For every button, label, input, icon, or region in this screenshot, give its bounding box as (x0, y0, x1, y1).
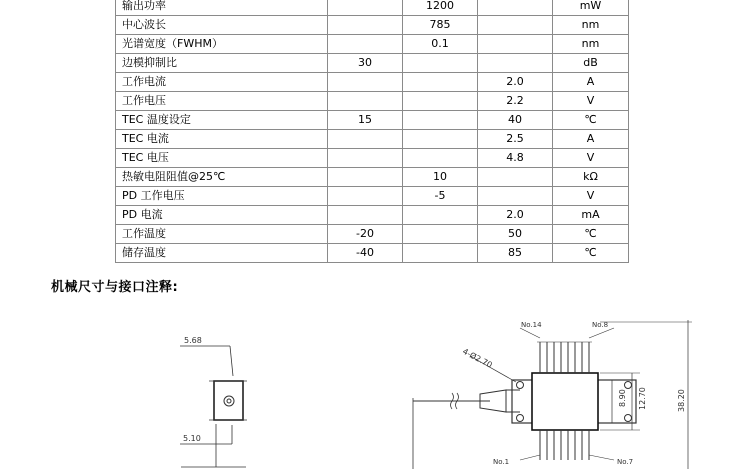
unit-cell: dB (553, 54, 629, 73)
max-cell: 2.2 (478, 92, 553, 111)
param-cell: PD 电流 (116, 206, 328, 225)
typ-cell: 0.1 (403, 35, 478, 54)
min-cell: -40 (328, 244, 403, 263)
param-cell: 储存温度 (116, 244, 328, 263)
max-cell: 2.0 (478, 73, 553, 92)
unit-cell: ℃ (553, 244, 629, 263)
unit-cell: ℃ (553, 111, 629, 130)
unit-cell: V (553, 187, 629, 206)
unit-cell: mW (553, 0, 629, 16)
min-cell: 15 (328, 111, 403, 130)
side-view (180, 346, 247, 467)
param-cell: 输出功率 (116, 0, 328, 16)
side-dim-bottom: 5.10 (183, 434, 201, 443)
typ-cell: 10 (403, 168, 478, 187)
pin-label-bottom-right: No.7 (617, 458, 634, 466)
param-cell: 光谱宽度（FWHM） (116, 35, 328, 54)
side-dim-top: 5.68 (184, 336, 202, 345)
param-cell: PD 工作电压 (116, 187, 328, 206)
max-cell: 4.8 (478, 149, 553, 168)
pin-label-bottom-left: No.1 (493, 458, 510, 466)
param-cell: 工作电压 (116, 92, 328, 111)
max-cell: 40 (478, 111, 553, 130)
param-cell: TEC 温度设定 (116, 111, 328, 130)
param-cell: 边模抑制比 (116, 54, 328, 73)
param-cell: 工作电流 (116, 73, 328, 92)
typ-cell: 1200 (403, 0, 478, 16)
section-title: 机械尺寸与接口注释: (51, 280, 179, 295)
max-cell: 2.0 (478, 206, 553, 225)
min-cell: 30 (328, 54, 403, 73)
top-view (413, 320, 692, 469)
dim-middle: 12.70 (638, 387, 647, 410)
unit-cell: A (553, 73, 629, 92)
unit-cell: ℃ (553, 225, 629, 244)
unit-cell: A (553, 130, 629, 149)
dim-outer: 38.20 (677, 389, 686, 412)
unit-cell: nm (553, 16, 629, 35)
pin-label-top-right: No.8 (592, 321, 609, 329)
pin-label-top-left: No.14 (521, 321, 542, 329)
unit-cell: V (553, 149, 629, 168)
param-cell: TEC 电压 (116, 149, 328, 168)
param-cell: 热敏电阻阻值@25℃ (116, 168, 328, 187)
param-cell: 工作温度 (116, 225, 328, 244)
max-cell: 50 (478, 225, 553, 244)
max-cell: 85 (478, 244, 553, 263)
min-cell: -20 (328, 225, 403, 244)
hole-label: 4-Ø2.70 (461, 346, 494, 370)
typ-cell: 785 (403, 16, 478, 35)
unit-cell: nm (553, 35, 629, 54)
unit-cell: mA (553, 206, 629, 225)
unit-cell: kΩ (553, 168, 629, 187)
param-cell: 中心波长 (116, 16, 328, 35)
typ-cell: -5 (403, 187, 478, 206)
unit-cell: V (553, 92, 629, 111)
max-cell: 2.5 (478, 130, 553, 149)
dim-inner: 8.90 (618, 389, 627, 407)
param-cell: TEC 电流 (116, 130, 328, 149)
